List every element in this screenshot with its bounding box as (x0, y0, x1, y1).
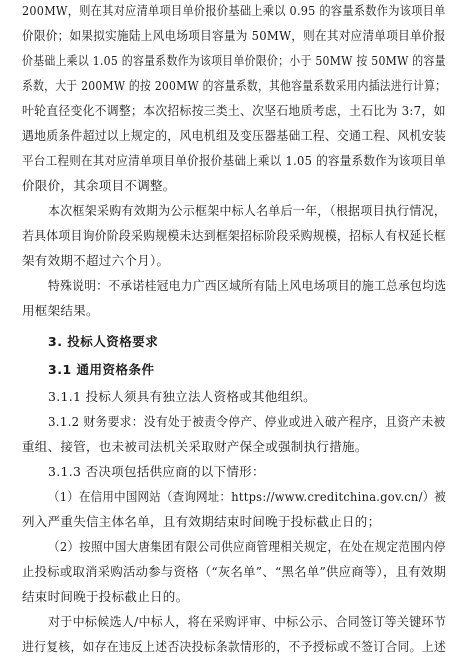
text-line: 用框架结果。 (22, 303, 99, 318)
text-line: 价限价；如果拟实施陆上风电场项目容量为 50MW，则在其对应清单项目单价报 (22, 28, 446, 43)
text-line: 架有效期不超过六个月）。 (22, 253, 170, 268)
text-line: 3.1.2 财务要求：没有处于被责令停产、停业或进入破产程序，且资产未被 (48, 414, 446, 429)
text-line: 价基础上乘以 1.05 的容量系数作为该项目单价限价；小于 50MW 按 50MW 的容量 (22, 53, 446, 68)
text-line: 系数，大于 200MW 的按 200MW 的容量系数，其他容量系数采用内插法进行计算； (22, 78, 447, 93)
text-line: 平台工程则在其对应清单项目单价报价基础上乘以 1.05 的容量系数作为该项目单 (22, 153, 446, 168)
text-line: 重组、接管，也未被司法机关采取财产保全或强制执行措施。 (22, 439, 368, 454)
text-line: 3.1.1 投标人须具有独立法人资格或其他组织。 (48, 389, 316, 404)
text-line: 列入严重失信主体名单，且有效期结束时间晚于投标截止日的； (22, 514, 381, 529)
text-line: 进行复核，如存在违反上述否决投标条款情形的，不予授标或不签订合同。上述 (22, 639, 447, 654)
text-line: 对于中标候选人/中标人，将在采购评审、中标公示、合同签订等关键环节 (48, 614, 447, 629)
text-line: 结束时间晚于投标截止日的。 (22, 589, 189, 604)
text-line: 止投标或取消采购活动参与资格（“灰名单”、“黑名单”供应商等），且有效期 (22, 564, 447, 579)
text-line: 200MW，则在其对应清单项目单价报价基础上乘以 0.95 的容量系数作为该项目单 (22, 3, 446, 18)
text-line: （2）按照中国大唐集团有限公司供应商管理相关规定，在处在规定范围内停 (48, 539, 446, 554)
text-line: 若具体项目询价阶段采购规模未达到框架招标阶段采购规模，招标人有权延长框 (22, 228, 447, 243)
subsection-heading: 3.1 通用资格条件 (48, 362, 155, 377)
text-line: （1）在信用中国网站（查询网址：https://www.creditchina.gov.cn/）被 (48, 489, 447, 504)
text-line: 遇地质条件超过以上规定的，风电机组及变压器基础工程、交通工程、风机安装 (22, 128, 447, 143)
text-line: 价限价，其余项目不调整。 (22, 178, 176, 193)
text-line: 3.1.3 否决项包括供应商的以下情形： (48, 464, 265, 479)
section-heading: 3. 投标人资格要求 (48, 334, 159, 349)
text-line: 叶轮直径变化不调整；本次招标按三类土、次坚石地质考虑，土石比为 3:7，如 (22, 103, 446, 118)
text-line: 特殊说明：不承诺桂冠电力广西区域所有陆上风电场项目的施工总承包均选 (48, 278, 447, 293)
text-line: 本次框架采购有效期为公示框架中标人名单后一年，（根据项目执行情况， (48, 203, 447, 218)
